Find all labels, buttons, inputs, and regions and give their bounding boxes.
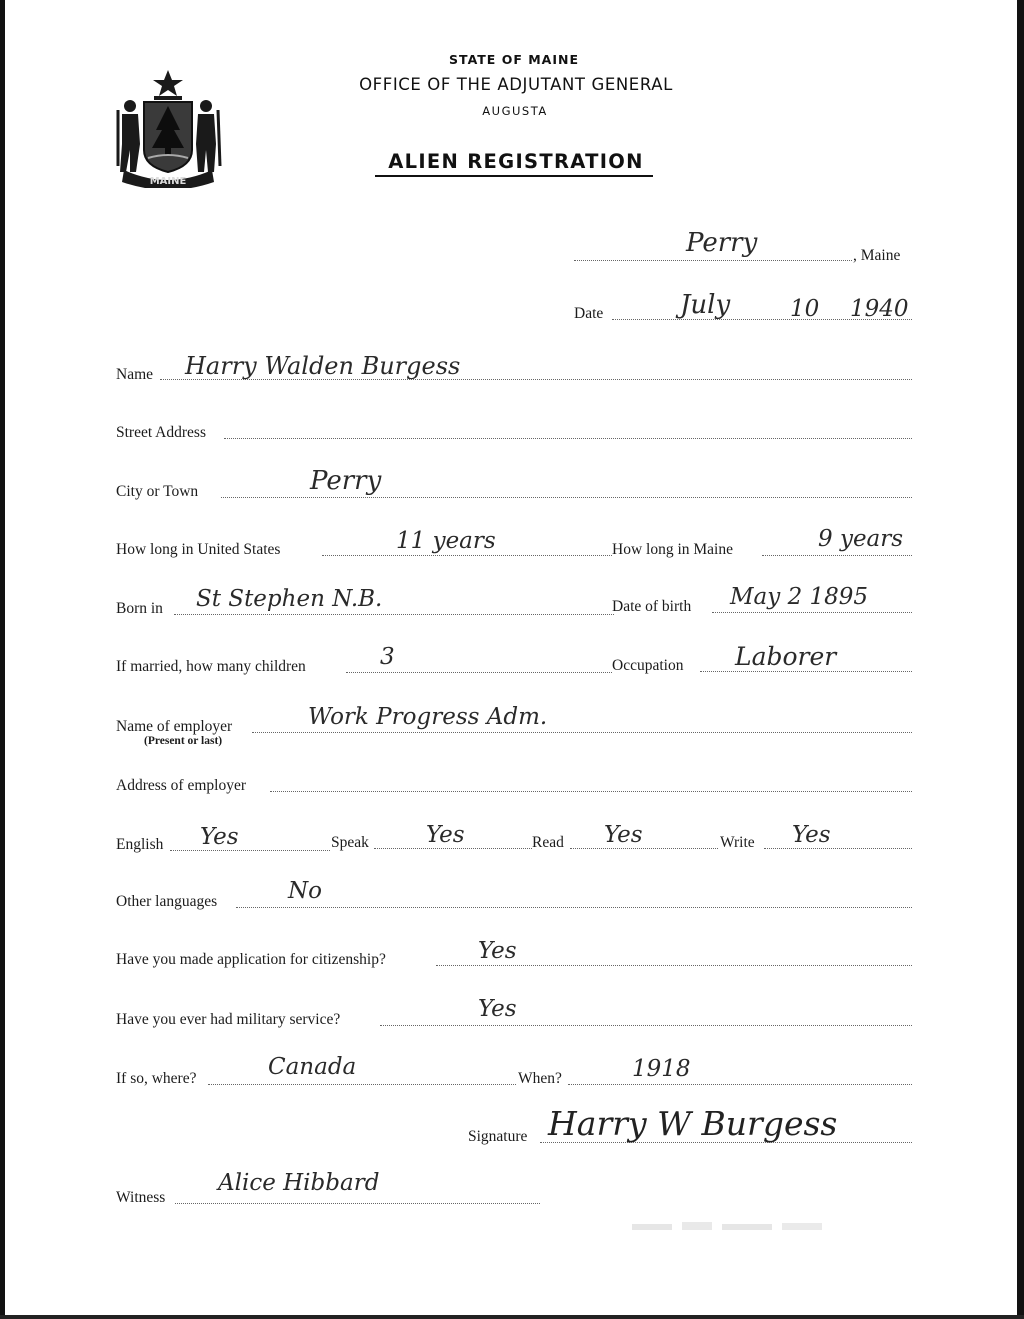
scan-edge-left xyxy=(0,0,5,1319)
city-line xyxy=(221,497,912,498)
citizenship-value: Yes xyxy=(478,938,517,964)
other-languages-line xyxy=(236,907,912,908)
dob-label: Date of birth xyxy=(612,598,692,615)
street-line xyxy=(224,438,912,439)
born-line xyxy=(174,614,614,615)
how-long-maine-label: How long in Maine xyxy=(612,541,733,558)
witness-value: Alice Hibbard xyxy=(218,1170,380,1196)
read-line xyxy=(570,848,718,849)
employer-label: Name of employer xyxy=(116,718,233,735)
how-long-us-label: How long in United States xyxy=(116,541,281,558)
children-line xyxy=(346,672,612,673)
faint-stamp-mark xyxy=(632,1218,832,1242)
dob-line xyxy=(712,612,912,613)
citizenship-label: Have you made application for citizenship? xyxy=(116,951,386,968)
witness-label: Witness xyxy=(116,1189,166,1206)
read-value: Yes xyxy=(604,822,643,848)
military-label: Have you ever had military service? xyxy=(116,1011,341,1028)
svg-text:MAINE: MAINE xyxy=(149,176,187,187)
name-value: Harry Walden Burgess xyxy=(185,352,461,380)
born-value: St Stephen N.B. xyxy=(196,586,383,612)
other-languages-value: No xyxy=(288,878,322,904)
street-label: Street Address xyxy=(116,424,206,441)
speak-value: Yes xyxy=(426,822,465,848)
write-label: Write xyxy=(720,834,755,851)
how-long-maine-line xyxy=(762,555,912,556)
occupation-line xyxy=(700,671,912,672)
how-long-us-line xyxy=(322,555,612,556)
date-day: 10 xyxy=(790,296,820,322)
children-value: 3 xyxy=(380,644,395,670)
witness-line xyxy=(175,1203,540,1204)
citizenship-line xyxy=(436,965,912,966)
military-line xyxy=(380,1025,912,1026)
english-value: Yes xyxy=(200,824,239,850)
employer-address-label: Address of employer xyxy=(116,777,246,794)
scan-edge-right xyxy=(1017,0,1024,1319)
where-line xyxy=(208,1084,516,1085)
when-label: When? xyxy=(518,1070,562,1087)
city-label: City or Town xyxy=(116,483,199,500)
occupation-value: Laborer xyxy=(735,642,837,671)
city-value: Perry xyxy=(310,466,382,496)
maine-label: , Maine xyxy=(853,247,901,264)
location-value: Perry xyxy=(686,228,758,258)
occupation-label: Occupation xyxy=(612,657,684,674)
read-label: Read xyxy=(532,834,564,851)
employer-address-line xyxy=(270,791,912,792)
form-title: ALIEN REGISTRATION xyxy=(388,150,644,173)
where-value: Canada xyxy=(268,1054,357,1080)
header-state: STATE OF MAINE xyxy=(449,52,579,67)
military-value: Yes xyxy=(478,996,517,1022)
date-year: 1940 xyxy=(850,296,909,322)
signature-value: Harry W Burgess xyxy=(548,1104,838,1143)
scan-edge-bottom xyxy=(0,1315,1024,1319)
other-languages-label: Other languages xyxy=(116,893,218,910)
title-underline xyxy=(375,175,653,177)
employer-sublabel: (Present or last) xyxy=(144,735,223,747)
when-value: 1918 xyxy=(632,1056,691,1082)
date-month: July xyxy=(680,290,731,320)
name-label: Name xyxy=(116,366,154,383)
write-line xyxy=(764,848,912,849)
write-value: Yes xyxy=(792,822,831,848)
english-label: English xyxy=(116,836,164,853)
born-label: Born in xyxy=(116,600,163,617)
how-long-us-value: 11 years xyxy=(396,528,496,554)
dob-value: May 2 1895 xyxy=(730,584,869,610)
when-line xyxy=(568,1084,912,1085)
signature-label: Signature xyxy=(468,1128,528,1145)
speak-line xyxy=(374,848,532,849)
children-label: If married, how many children xyxy=(116,658,306,675)
header-city: AUGUSTA xyxy=(482,104,548,118)
how-long-maine-value: 9 years xyxy=(818,526,904,552)
header-office: OFFICE OF THE ADJUTANT GENERAL xyxy=(359,75,673,94)
where-label: If so, where? xyxy=(116,1070,197,1087)
employer-value: Work Progress Adm. xyxy=(308,704,548,730)
speak-label: Speak xyxy=(331,834,369,851)
location-line xyxy=(574,260,852,261)
employer-line xyxy=(252,732,912,733)
date-label: Date xyxy=(574,305,604,322)
english-line xyxy=(170,850,330,851)
